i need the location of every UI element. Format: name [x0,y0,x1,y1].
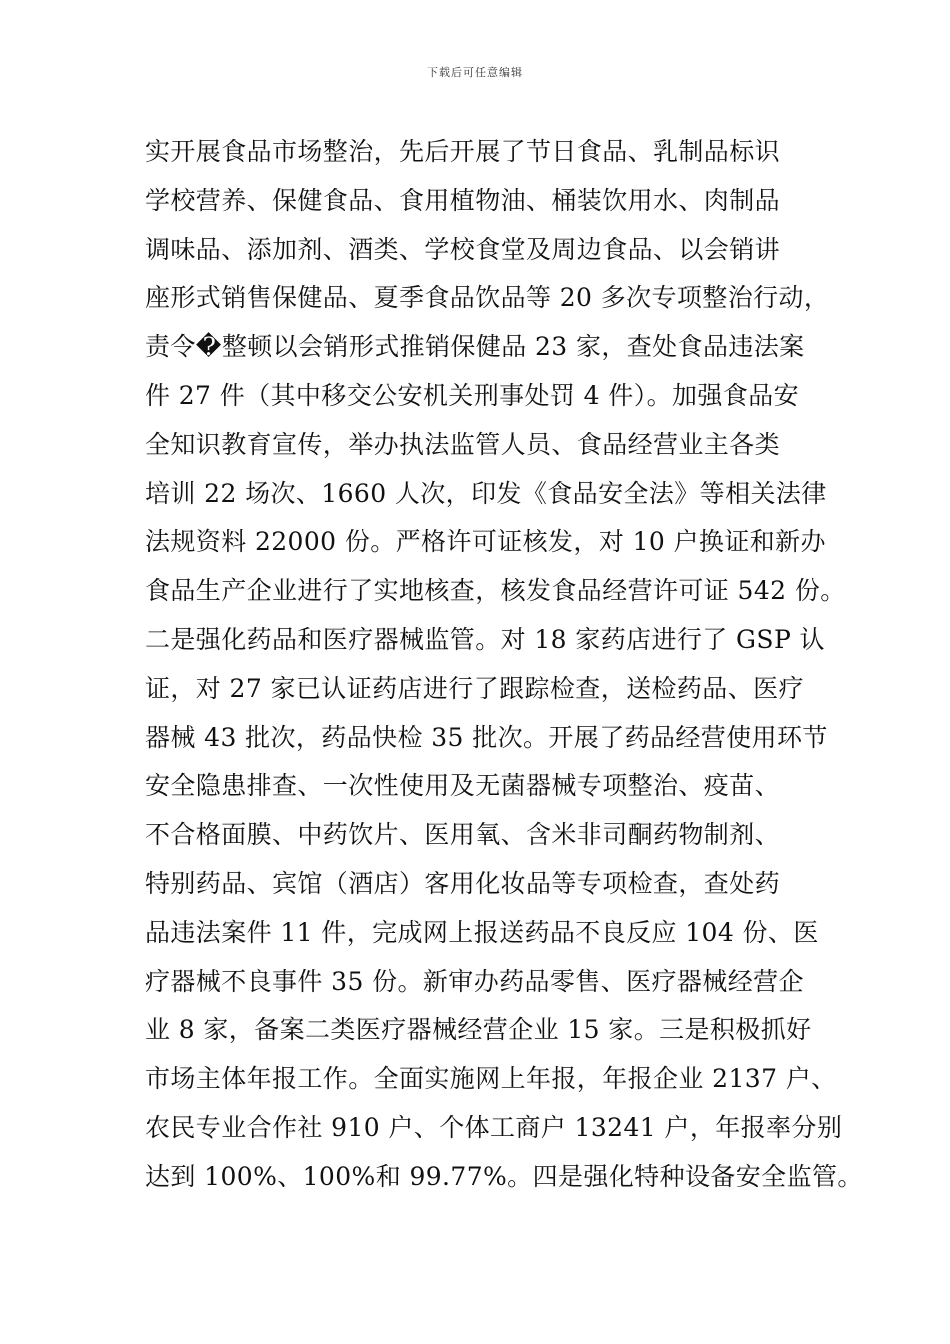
text-line: 件 27 件（其中移交公安机关刑事处罚 4 件）。加强食品安 [145,380,800,410]
text-line: 培训 22 场次、1660 人次，印发《食品安全法》等相关法律 [145,478,827,508]
text-line: 农民专业合作社 910 户、个体工商户 13241 户，年报率分别 [145,1112,843,1142]
text-line: 安全隐患排查、一次性使用及无菌器械专项整治、疫苗、 [145,771,781,801]
text-line: 特别药品、宾馆（酒店）客用化妆品等专项检查，查处药 [145,868,781,898]
text-line: 食品生产企业进行了实地核查，核发食品经营许可证 542 份。 [145,576,846,606]
text-line: 全知识教育宣传，举办执法监管人员、食品经营业主各类 [145,429,781,459]
text-line: 品违法案件 11 件，完成网上报送药品不良反应 104 份、医 [145,917,819,947]
text-line: 座形式销售保健品、夏季食品饮品等 20 多次专项整治行动， [145,283,830,313]
text-line: 业 8 家，备案二类医疗器械经营企业 15 家。三是积极抓好 [145,1015,812,1045]
text-line: 调味品、添加剂、酒类、学校食堂及周边食品、以会销讲 [145,234,781,264]
text-line: 实开展食品市场整治，先后开展了节日食品、乳制品标识 [145,137,781,166]
document-body [145,128,863,1202]
text-line: 证，对 27 家已认证药店进行了跟踪检查，送检药品、医疗 [145,673,804,703]
text-line: 责令�整顿以会销形式推销保健品 23 家，查处食品违法案 [145,332,805,362]
text-line: 市场主体年报工作。全面实施网上年报，年报企业 2137 户、 [145,1064,837,1094]
text-line: 二是强化药品和医疗器械监管。对 18 家药店进行了 GSP 认 [145,624,825,654]
text-line: 疗器械不良事件 35 份。新审办药品零售、医疗器械经营企 [145,966,804,996]
text-line: 学校营养、保健食品、食用植物油、桶装饮用水、肉制品 [145,185,781,215]
text-line: 法规资料 22000 份。严格许可证核发，对 10 户换证和新办 [145,527,826,557]
text-line: 器械 43 批次，药品快检 35 批次。开展了药品经营使用环节 [145,722,828,752]
text-line: 达到 100%、100%和 99.77%。四是强化特种设备安全监管。 [145,1161,863,1191]
page-header: 下载后可任意编辑 [427,66,523,79]
text-line: 不合格面膜、中药饮片、医用氧、含米非司酮药物制剂、 [145,820,781,850]
